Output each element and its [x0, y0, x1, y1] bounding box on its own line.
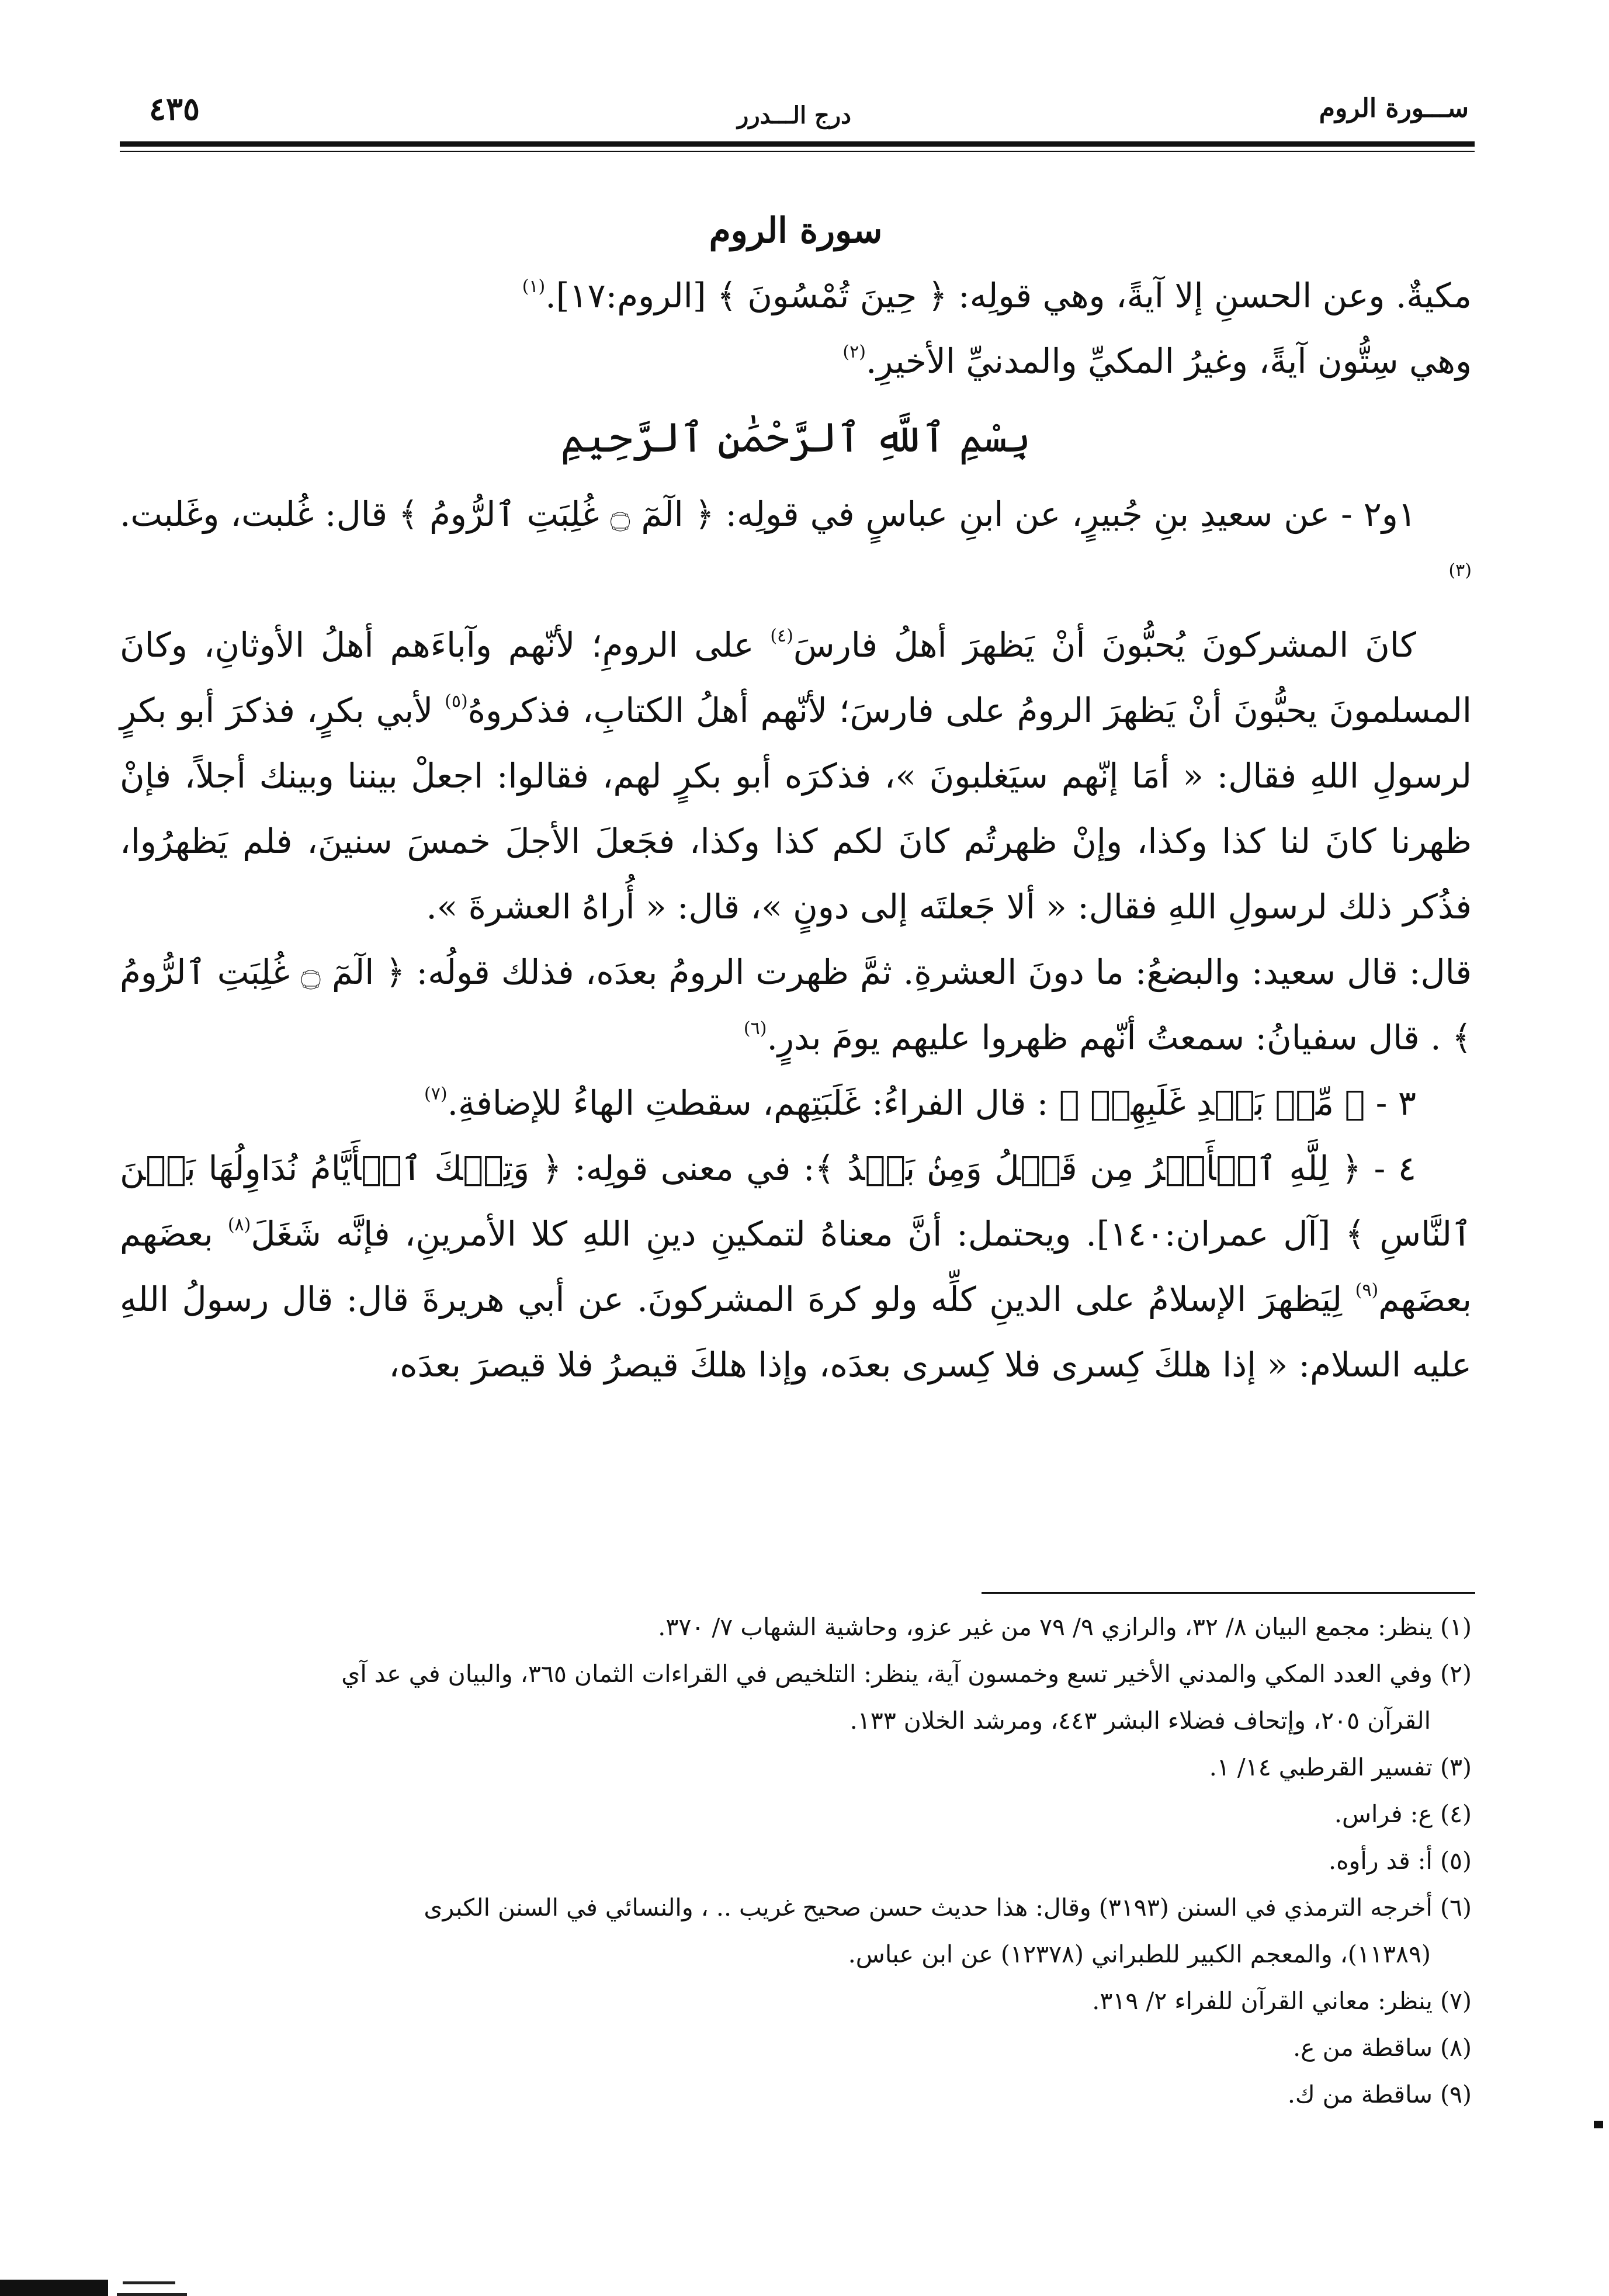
intro-line-2-text: وهي سِتُّون آيةً، وغيرُ المكيِّ والمدنيِّ الأخيرِ.	[865, 341, 1472, 381]
said-paragraph-text: قال: قال سعيد: والبضعُ: ما دونَ العشرةِ. ثمَّ ظهرت الرومُ بعدَه، فذلك قولُه: ﴿ الٓمٓ ۝ غُلِبَتِ ٱلرُّومُ ﴾ . قال سفيانُ: سمعتُ أنّهم ظهروا عليهم يومَ بدرٍ.	[120, 952, 1472, 1057]
footnote-9: (٩) ساقطة من ك.	[1287, 2080, 1472, 2108]
footnote-8: (٨) ساقطة من ع.	[1293, 2034, 1472, 2062]
basmala: بِسْمِ ٱللَّهِ ٱلرَّحْمَٰنِ ٱلرَّحِيمِ	[560, 414, 1031, 462]
footnote-ref-4: (٤)	[770, 626, 793, 646]
intro-line-1	[120, 263, 1472, 328]
scan-artifact-mark	[1594, 2121, 1603, 2128]
narration-text-a: كانَ المشركونَ يُحبُّونَ أنْ يَظهرَ أهلُ فارسَ	[793, 625, 1416, 665]
header-rule-thick	[120, 141, 1475, 147]
footnote-ref-9: (٩)	[1355, 1280, 1379, 1300]
narration-text-c: لأبي بكرٍ، فذكرَ أبو بكرٍ لرسولِ اللهِ فقال: « أمَا إنّهم سيَغلبونَ »، فذكرَه أبو بكرٍ لهم، فقالوا: اجعلْ بيننا وبينك أجلاً، فإنْ ظهرنا كانَ لنا كذا وكذا، وإنْ ظهرتُم كانَ لكم كذا وكذا، فجَعلَ الأجلَ خمسَ سنينَ، فلم يَظهرُوا، فذُكر ذلك لرسولِ اللهِ فقال: « ألا جَعلتَه إلى دونٍ »، قال: « أُراهُ العشرةَ ».	[120, 691, 1472, 927]
footnote-7: (٧) ينظر: معاني القرآن للفراء ٢/ ٣١٩.	[1092, 1987, 1472, 2015]
footnote-6: (٦) أخرجه الترمذي في السنن (٣١٩٣) وقال: هذا حديث حسن صحيح غريب .. ، والنسائي في السنن الكبرى	[424, 1893, 1472, 1922]
header-surah-name: ســـورة الروم	[1319, 93, 1469, 123]
scan-artifact-dash	[117, 2293, 187, 2296]
footnote-4: (٤) ع: فراس.	[1334, 1800, 1472, 1828]
footnote-3: (٣) تفسير القرطبي ١٤/ ١.	[1209, 1753, 1472, 1781]
footnote-ref-5: (٥)	[445, 691, 468, 712]
footnote-6-continued: (١١٣٨٩)، والمعجم الكبير للطبراني (١٢٣٧٨) عن ابن عباس.	[848, 1940, 1431, 1968]
footnotes	[120, 1604, 1472, 2118]
footnote-ref-1: (١)	[522, 276, 546, 297]
intro-line-2	[120, 328, 1472, 394]
intro-line-1-text: مكيةٌ. وعن الحسنِ إلا آيةً، وهي قولِه: ﴿ حِينَ تُمْسُونَ ﴾ [الروم:١٧].	[545, 276, 1472, 315]
header-book-title: درج الـــدرر	[737, 102, 851, 129]
verse-1-2-comment	[120, 481, 1472, 612]
page-number: ٤٣٥	[149, 90, 200, 127]
footnote-ref-8: (٨)	[227, 1215, 251, 1235]
running-header	[120, 82, 1469, 146]
verse-3-comment	[120, 1070, 1472, 1136]
scan-artifact-bar	[0, 2280, 108, 2296]
scan-artifact-dash	[123, 2281, 175, 2284]
footnote-ref-2: (٢)	[842, 342, 866, 362]
verse-4-text-c: لِيَظهرَ الإسلامُ على الدينِ كلِّه ولو كرهَ المشركونَ. عن أبي هريرةَ قال: قال رسولُ اللهِ عليه السلام: « إذا هلكَ كِسرى فلا كِسرى بعدَه، وإذا هلكَ قيصرُ فلا قيصرَ بعدَه،	[120, 1279, 1472, 1385]
verse-4-text-a: ٤ - ﴿ لِلَّهِ ٱلۡأَمۡرُ مِن قَبۡلُ وَمِنۢ بَعۡدُ ﴾: في معنى قولِه: ﴿ وَتِلۡكَ ٱلۡأَيَّامُ نُدَاوِلُهَا بَيۡنَ ٱلنَّاسِ ﴾ [آل عمران:١٤٠]. ويحتمل: أنَّ معناهُ لتمكينِ دينِ اللهِ كلا الأمرينِ، فإنَّه شَغَلَ	[120, 1149, 1472, 1254]
surah-title: سورة الروم	[709, 210, 883, 251]
verse-3-text: ٣ - ﴿ مِّنۢ بَعۡدِ غَلَبِهِمۡ ﴾ : قال الفراءُ: غَلَبَتِهم، سقطتِ الهاءُ للإضافةِ.	[447, 1083, 1416, 1123]
verse-1-2-text: ١و٢ - عن سعيدِ بنِ جُبيرٍ، عن ابنِ عباسٍ في قولِه: ﴿ الٓمٓ ۝ غُلِبَتِ ٱلرُّومُ ﴾ قال: غُلبت، وغَلبت.	[120, 494, 1416, 534]
footnote-ref-7: (٧)	[424, 1084, 448, 1104]
footnote-ref-3: (٣)	[1448, 560, 1472, 581]
verse-4-comment	[120, 1136, 1472, 1397]
footnote-5: (٥) أ: قد رأوه.	[1329, 1847, 1472, 1875]
said-paragraph	[120, 939, 1472, 1070]
footnote-2: (٢) وفي العدد المكي والمدني الأخير تسع وخمسون آية، ينظر: التلخيص في القراءات الثمان ٣٦٥، والبيان في عد آي	[341, 1660, 1472, 1688]
narration-text-b: على الرومِ؛ لأنّهم وآباءَهم أهلُ الأوثانِ، وكانَ المسلمونَ يحبُّونَ أنْ يَظهرَ الرومُ على فارسَ؛ لأنّهم أهلُ الكتابِ، فذكروهُ	[120, 625, 1472, 730]
narration-paragraph	[120, 612, 1472, 939]
header-rule-thin	[120, 151, 1475, 152]
main-text	[120, 199, 1472, 1397]
footnote-1: (١) ينظر: مجمع البيان ٨/ ٣٢، والرازي ٩/ ٧٩ من غير عزو، وحاشية الشهاب ٧/ ٣٧٠.	[658, 1613, 1472, 1641]
verse-4-text-b: بعضَهم بعضَهم	[120, 1214, 1472, 1319]
footnote-ref-6: (٦)	[743, 1018, 767, 1039]
footnote-2-continued: القرآن ٢٠٥، وإتحاف فضلاء البشر ٤٤٣، ومرشد الخلان ١٣٣.	[849, 1707, 1431, 1735]
footnote-separator	[982, 1592, 1475, 1594]
